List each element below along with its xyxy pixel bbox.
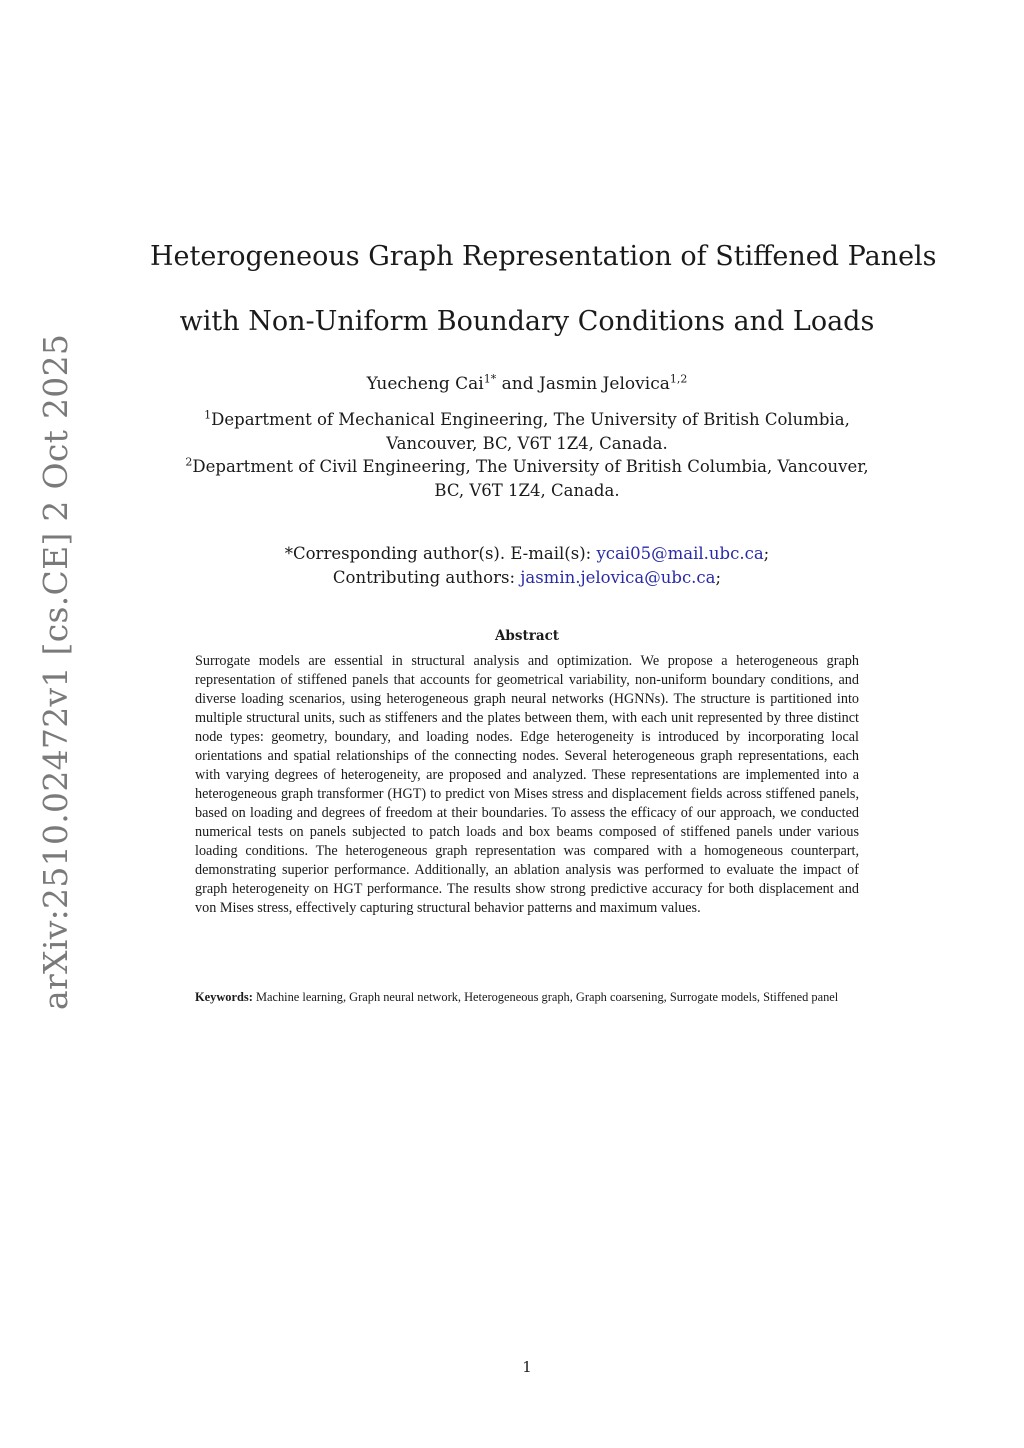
keywords-label: Keywords: [195,990,253,1004]
contributing-label: Contributing authors: [332,568,516,587]
abstract-text: Surrogate models are essential in structural analysis and optimization. We propose a heterogeneous graph representation of stiffened panels that accounts for geometrical variability, non-uniform boundary conditions, and diverse loading scenarios, using heterogeneous graph neural networks (HGNNs). The structure is partitioned into multiple structural units, such as stiffeners and the plates between them, with each unit represented by three distinct node types: geometry, boundary, and loading nodes. Edge heterogeneity is introduced by incorporating local orientations and spatial relationships of the connecting nodes. Several heterogeneous graph representations, each with varying degrees of heterogeneity, are proposed and analyzed. These representations are implemented into a heterogeneous graph transformer (HGT) to predict von Mises stress and displacement fields across stiffened panels, based on loading and degrees of freedom at their boundaries. To assess the efficacy of our approach, we conducted numerical tests on panels subjected to patch loads and box beams composed of stiffened panels under various loading conditions. The heterogeneous graph representation was compared with a homogeneous counterpart, demonstrating superior performance. Additionally, an ablation analysis was performed to evaluate the impact of graph heterogeneity on HGT performance. The results show strong predictive accuracy for both displacement and von Mises stress, effectively capturing structural behavior patterns and maximum values. [195,653,859,916]
correspondence-block [150,542,904,590]
abstract-heading: Abstract [494,628,560,644]
affiliations [150,408,904,502]
paper-title-line-1: Heterogeneous Graph Representation of Stiffened Panels [150,241,937,272]
corresponding-author-line [150,542,904,566]
affiliation-2-line-2: BC, V6T 1Z4, Canada. [434,480,620,500]
affiliation-text: Department of Civil Engineering, The University of British Columbia, Vancouver, [192,457,869,476]
contributing-email-link[interactable]: jasmin.jelovica@ubc.ca [520,568,716,587]
separator: ; [715,568,722,587]
arxiv-identifier-stamp: arXiv:2510.02472v1 [cs.CE] 2 Oct 2025 [36,333,75,1010]
author-list [150,372,904,396]
separator: ; [763,544,770,563]
keywords-text: Machine learning, Graph neural network, Heterogeneous graph, Graph coarsening, Surrogate models, Stiffened panel [255,990,839,1004]
affiliation-mark: 1 [204,408,212,422]
affiliation-2-line-1 [150,455,904,479]
keywords [195,989,859,1006]
corresponding-label: *Corresponding author(s). E-mail(s): [284,544,592,563]
author-name: Jasmin Jelovica [539,374,670,394]
affiliation-1-line-2: Vancouver, BC, V6T 1Z4, Canada. [386,433,668,453]
corresponding-email-link[interactable]: ycai05@mail.ubc.ca [596,544,764,563]
affiliation-mark: 2 [185,455,193,469]
author-affiliation-mark: 1,2 [669,372,688,386]
page-number: 1 [522,1358,532,1376]
author-conjunction: and [501,374,534,394]
affiliation-text: Department of Mechanical Engineering, The University of British Columbia, [211,410,850,429]
author-affiliation-mark: 1* [483,372,497,386]
affiliation-1-line-1 [150,408,904,432]
contributing-author-line [150,566,904,590]
paper-title-line-2: with Non-Uniform Boundary Conditions and Loads [179,306,875,337]
author-name: Yuecheng Cai [366,374,484,394]
